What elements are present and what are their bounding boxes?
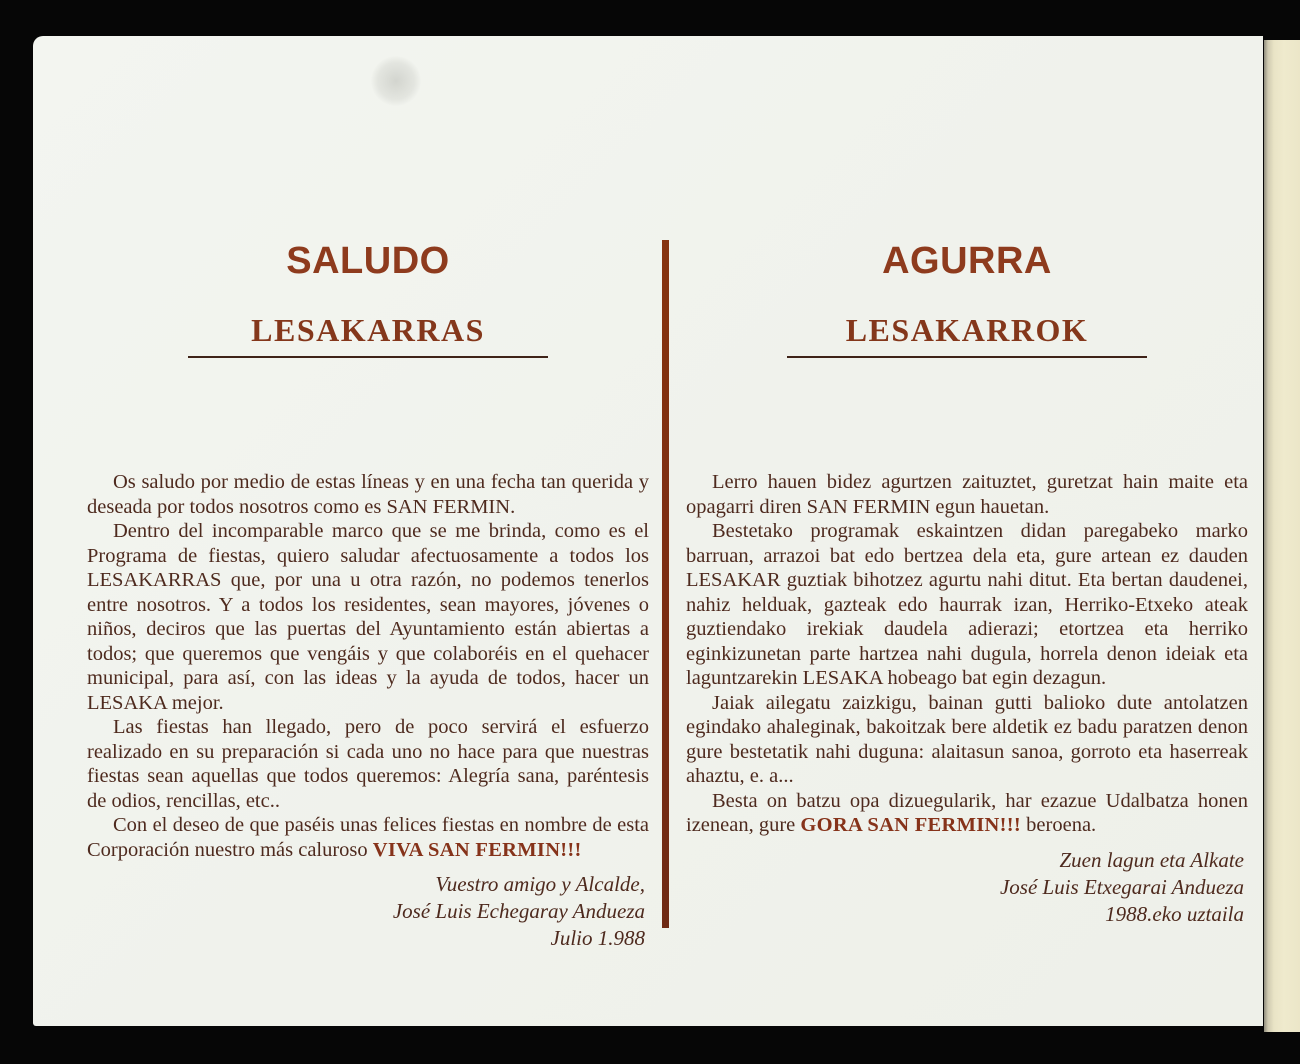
next-page-edge: [1264, 40, 1300, 1032]
basque-closing-tail: beroena.: [1021, 814, 1097, 836]
gora-san-fermin-exclamation: GORA SAN FERMIN!!!: [800, 814, 1022, 836]
basque-closing-text: Besta on batzu opa dizuegularik, har ezazue Udalbatza honen izenean, gure: [686, 789, 1248, 836]
basque-paragraph-2: Bestetako programak eskaintzen didan paregabeko marko barruan, arrazoi bat edo bertzea dela eta, gure artean ez dauden LESAKAR guztiak bihotzez agurtu nahi ditut. Eta bertan daudenei, nahiz helduak, gazteak edo haurrak izan, Herriko-Etxeko ateak guztiendako irekiak daudela adierazi; etortzea eta herriko eginkizunetan parte hartzea nahi dugula, horrela denon ideiak eta laguntzarekin LESAKA hobeago bat egin dezagun.: [686, 520, 1248, 689]
basque-title: AGURRA: [882, 240, 1052, 282]
column-divider: [662, 240, 669, 928]
spanish-signature-role: Vuestro amigo y Alcalde,: [435, 872, 645, 896]
basque-paragraph-3: Jaiak ailegatu zaizkigu, bainan gutti balioko dute antolatzen egindako ahaleginak, bakoitzak bere aldetik ez badu paratzen denon gure bestetatik nahi duguna: alaitasun sanoa, gorroto eta haserreak ahaztu, e. a...: [686, 691, 1248, 787]
basque-body: [686, 470, 1248, 928]
basque-column: [686, 240, 1248, 928]
spanish-signature: [87, 871, 649, 952]
basque-signature-name: José Luis Etxegarai Andueza: [999, 874, 1244, 899]
spanish-body: [87, 470, 649, 952]
basque-signature-role: Zuen lagun eta Alkate: [1059, 847, 1244, 872]
paper-stain: [371, 56, 421, 106]
spanish-column: [87, 240, 649, 952]
spanish-paragraph-3: Las fiestas han llegado, pero de poco servirá el esfuerzo realizado en su preparación si cada uno no hace para que nuestras fiestas sean aquellas que todos queremos: Alegría sana, paréntesis de odios, rencillas, etc..: [87, 716, 649, 812]
spanish-subtitle: LESAKARRAS: [251, 312, 485, 348]
spanish-paragraph-1: Os saludo por medio de estas líneas y en una fecha tan querida y deseada por todos nosotros como es SAN FERMIN.: [87, 471, 649, 518]
spanish-signature-date: Julio 1.988: [550, 926, 645, 950]
basque-signature-date: 1988.eko uztaila: [1105, 901, 1244, 926]
basque-signature: [686, 847, 1248, 928]
spanish-subtitle-underline: [188, 356, 548, 358]
spanish-paragraph-4: [87, 813, 649, 862]
viva-san-fermin-exclamation: VIVA SAN FERMIN!!!: [372, 838, 582, 861]
basque-paragraph-4: [686, 789, 1248, 838]
spanish-title: SALUDO: [286, 240, 450, 282]
spanish-closing-text: Con el deseo de que paséis unas felices fiestas en nombre de esta Corporación nuestro más caluroso: [87, 814, 649, 861]
basque-subtitle: LESAKARROK: [845, 312, 1089, 348]
spanish-signature-name: José Luis Echegaray Andueza: [392, 899, 645, 923]
booklet-page: [33, 36, 1263, 1026]
spanish-paragraph-2: Dentro del incomparable marco que se me brinda, como es el Programa de fiestas, quiero saludar afectuosamente a todos los LESAKARRAS que, por una u otra razón, no podemos tenerlos entre nosotros. Y a todos los residentes, sean mayores, jóvenes o niños, deciros que las puertas del Ayuntamiento están abiertas a todos; que queremos que vengáis y que colaboréis en el quehacer municipal, para así, con las ideas y la ayuda de todos, hacer un LESAKA mejor.: [87, 520, 649, 714]
basque-paragraph-1: Lerro hauen bidez agurtzen zaituztet, guretzat hain maite eta opagarri diren SAN FERMIN egun hauetan.: [686, 471, 1248, 518]
basque-subtitle-underline: [787, 356, 1147, 358]
